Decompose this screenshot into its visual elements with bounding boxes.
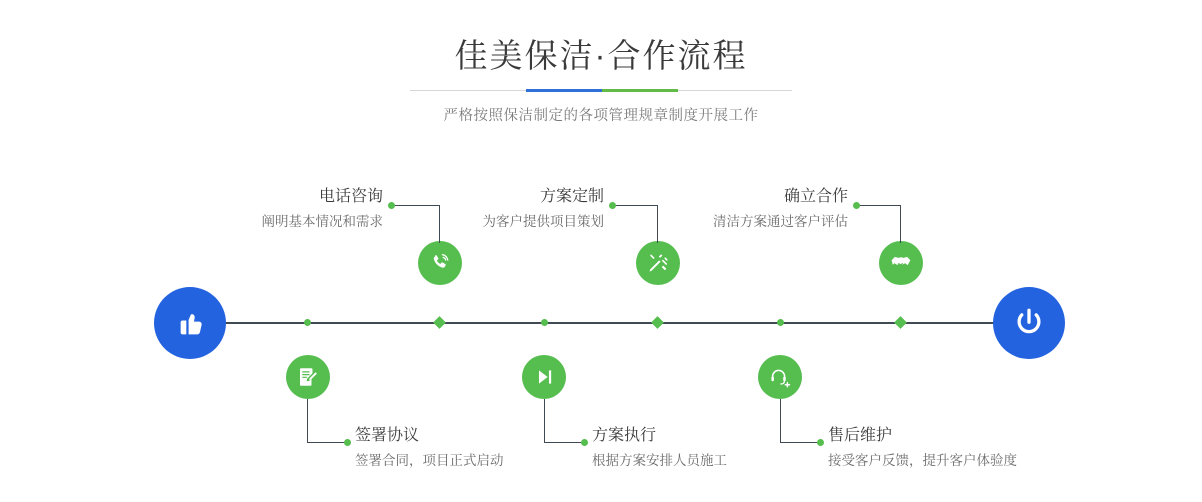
step-6-title: 售后维护: [828, 427, 893, 444]
axis-marker: [651, 316, 664, 329]
thumbs-up-icon: [154, 287, 226, 359]
step-3-icon-plan-design-icon[interactable]: [636, 241, 680, 285]
page-title: 佳美保洁·合作流程: [454, 37, 748, 74]
step-5-connector-dot: [853, 202, 860, 209]
step-2-connector-horizontal: [307, 442, 347, 443]
step-4-title: 方案执行: [592, 427, 657, 444]
step-5-connector-horizontal: [858, 205, 901, 206]
step-2-title: 签署协议: [355, 427, 420, 444]
step-6-connector-vertical: [780, 399, 781, 442]
step-1-icon-phone-call-icon[interactable]: [418, 241, 462, 285]
step-6-desc: 接受客户反馈，提升客户体验度: [828, 453, 1017, 468]
step-6-connector-horizontal: [780, 442, 820, 443]
step-5-connector-vertical: [900, 205, 901, 243]
axis-marker: [433, 316, 446, 329]
power-icon: [993, 287, 1065, 359]
step-4-connector-horizontal: [544, 442, 584, 443]
step-3-title: 方案定制: [539, 188, 604, 205]
step-3-label: [344, 186, 604, 232]
step-5-label: [588, 186, 848, 232]
step-5-title: 确立合作: [783, 188, 848, 205]
page-subtitle: 严格按照保洁制定的各项管理规章制度开展工作: [443, 108, 759, 124]
step-2-icon-contract-edit-icon[interactable]: [286, 355, 330, 399]
step-4-connector-vertical: [544, 399, 545, 442]
step-5-icon-handshake-icon[interactable]: [879, 241, 923, 285]
step-6-connector-dot: [817, 439, 824, 446]
step-1-title: 电话咨询: [318, 188, 383, 205]
step-6-label: [828, 425, 1148, 471]
step-6-icon-customer-service-icon[interactable]: [758, 355, 802, 399]
step-2-desc: 签署合同，项目正式启动: [355, 453, 504, 468]
step-4-icon-play-execute-icon[interactable]: [522, 355, 566, 399]
step-3-desc: 为客户提供项目策划: [482, 214, 604, 229]
step-1-desc: 阐明基本情况和需求: [261, 214, 383, 229]
axis-dot: [541, 319, 548, 326]
step-2-connector-dot: [344, 439, 351, 446]
axis-dot: [777, 319, 784, 326]
step-4-connector-dot: [581, 439, 588, 446]
step-2-connector-vertical: [307, 399, 308, 442]
axis-marker: [894, 316, 907, 329]
step-4-desc: 根据方案安排人员施工: [592, 453, 727, 468]
step-5-desc: 清洁方案通过客户评估: [713, 214, 848, 229]
axis-dot: [304, 319, 311, 326]
